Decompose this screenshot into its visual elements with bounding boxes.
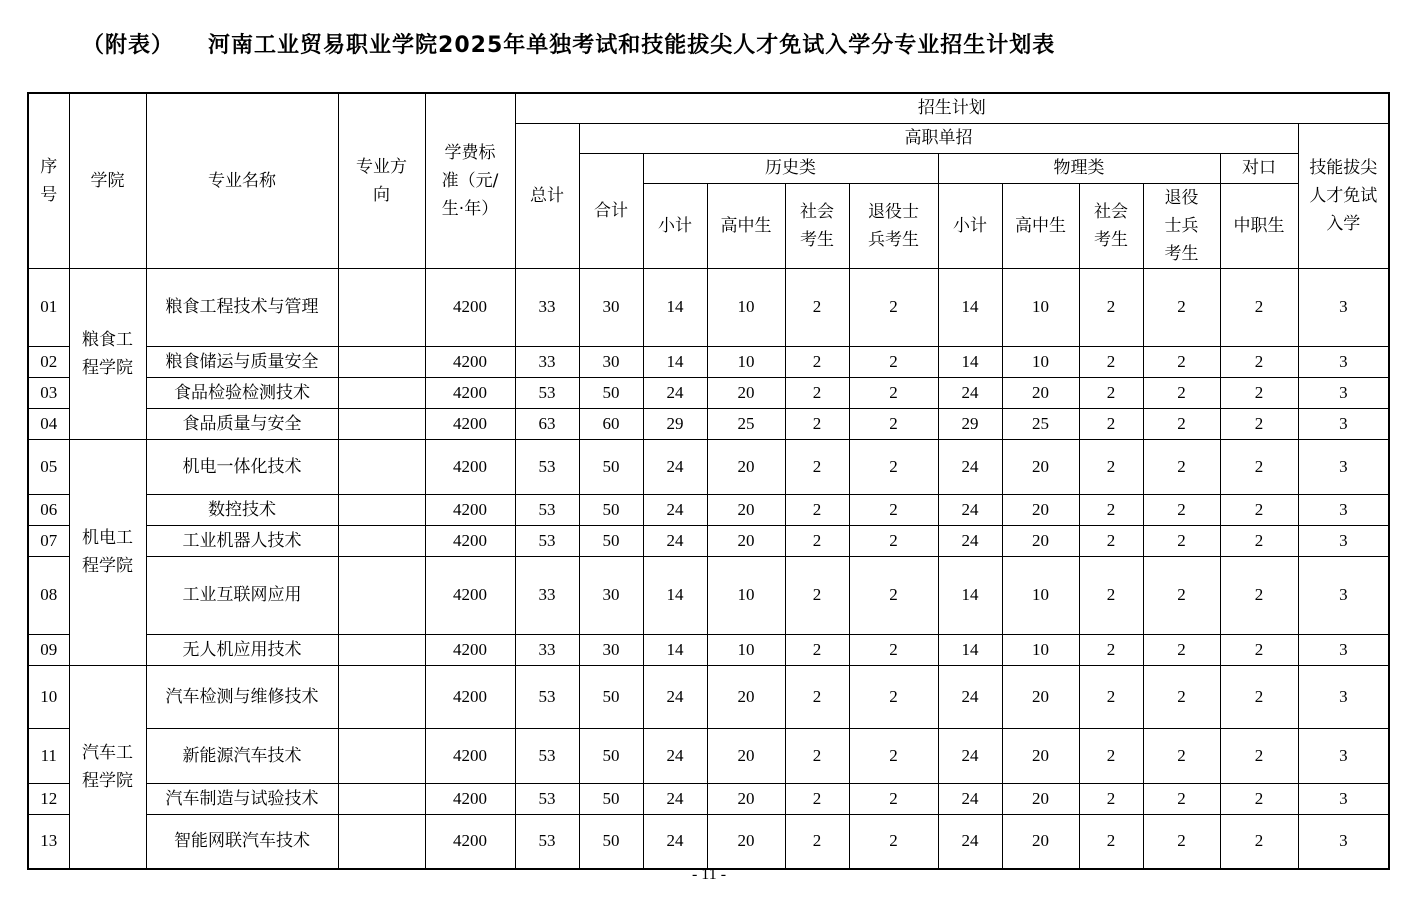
cell-h-xj: 24 <box>643 494 707 525</box>
cell-direction <box>338 268 425 346</box>
table-row <box>28 268 1389 346</box>
cell-major: 食品检验检测技术 <box>146 377 338 408</box>
cell-skill: 3 <box>1298 665 1389 728</box>
cell-seq: 10 <box>28 665 69 728</box>
cell-h-gz: 20 <box>707 728 785 783</box>
header-history-gaozhong: 高中生 <box>707 183 785 268</box>
table-row <box>28 494 1389 525</box>
cell-p-sh: 2 <box>1079 634 1143 665</box>
cell-p-sh: 2 <box>1079 268 1143 346</box>
table-row <box>28 556 1389 634</box>
cell-h-xj: 14 <box>643 634 707 665</box>
cell-major: 粮食工程技术与管理 <box>146 268 338 346</box>
cell-major: 无人机应用技术 <box>146 634 338 665</box>
cell-zz: 2 <box>1220 783 1298 814</box>
cell-h-sh: 2 <box>785 665 849 728</box>
cell-direction <box>338 556 425 634</box>
cell-skill: 3 <box>1298 728 1389 783</box>
cell-major: 新能源汽车技术 <box>146 728 338 783</box>
cell-seq: 08 <box>28 556 69 634</box>
cell-tuition: 4200 <box>425 556 515 634</box>
cell-heji: 50 <box>579 728 643 783</box>
cell-zz: 2 <box>1220 494 1298 525</box>
cell-heji: 50 <box>579 494 643 525</box>
title-prefix: （附表） <box>82 33 175 58</box>
header-physics-xiaoji: 小计 <box>938 183 1002 268</box>
cell-h-sh: 2 <box>785 268 849 346</box>
cell-heji: 50 <box>579 665 643 728</box>
cell-seq: 12 <box>28 783 69 814</box>
cell-h-gz: 20 <box>707 665 785 728</box>
header-direction: 专业方向 <box>338 93 425 268</box>
table-row <box>28 783 1389 814</box>
cell-tuition: 4200 <box>425 439 515 494</box>
cell-zz: 2 <box>1220 346 1298 377</box>
header-plan: 招生计划 <box>515 93 1389 123</box>
cell-p-sh: 2 <box>1079 814 1143 869</box>
cell-h-xj: 29 <box>643 408 707 439</box>
header-history-tuiyi: 退役士兵考生 <box>849 183 938 268</box>
cell-h-sh: 2 <box>785 439 849 494</box>
cell-heji: 30 <box>579 556 643 634</box>
table-row <box>28 346 1389 377</box>
cell-h-ty: 2 <box>849 439 938 494</box>
cell-direction <box>338 408 425 439</box>
cell-total: 53 <box>515 377 579 408</box>
table-row <box>28 377 1389 408</box>
cell-major: 机电一体化技术 <box>146 439 338 494</box>
header-seq: 序号 <box>28 93 69 268</box>
cell-total: 53 <box>515 439 579 494</box>
cell-total: 33 <box>515 634 579 665</box>
cell-major: 汽车检测与维修技术 <box>146 665 338 728</box>
table-row <box>28 728 1389 783</box>
cell-seq: 01 <box>28 268 69 346</box>
cell-p-sh: 2 <box>1079 728 1143 783</box>
cell-p-gz: 20 <box>1002 783 1079 814</box>
cell-skill: 3 <box>1298 494 1389 525</box>
cell-college: 粮食工程学院 <box>69 268 146 439</box>
cell-total: 33 <box>515 556 579 634</box>
cell-p-ty: 2 <box>1143 634 1220 665</box>
cell-skill: 3 <box>1298 408 1389 439</box>
cell-p-ty: 2 <box>1143 728 1220 783</box>
cell-direction <box>338 728 425 783</box>
cell-h-ty: 2 <box>849 556 938 634</box>
header-history: 历史类 <box>643 153 938 183</box>
cell-skill: 3 <box>1298 377 1389 408</box>
cell-p-ty: 2 <box>1143 494 1220 525</box>
cell-tuition: 4200 <box>425 494 515 525</box>
cell-total: 53 <box>515 814 579 869</box>
cell-p-xj: 29 <box>938 408 1002 439</box>
cell-h-ty: 2 <box>849 728 938 783</box>
cell-p-ty: 2 <box>1143 783 1220 814</box>
cell-p-xj: 24 <box>938 439 1002 494</box>
cell-p-gz: 20 <box>1002 525 1079 556</box>
header-college: 学院 <box>69 93 146 268</box>
cell-zz: 2 <box>1220 634 1298 665</box>
cell-seq: 04 <box>28 408 69 439</box>
title-text: 河南工业贸易职业学院2025年单独考试和技能拔尖人才免试入学分专业招生计划表 <box>208 33 1056 58</box>
cell-p-gz: 20 <box>1002 439 1079 494</box>
cell-heji: 30 <box>579 634 643 665</box>
cell-tuition: 4200 <box>425 665 515 728</box>
cell-h-gz: 20 <box>707 783 785 814</box>
cell-p-sh: 2 <box>1079 556 1143 634</box>
cell-h-xj: 24 <box>643 439 707 494</box>
cell-p-xj: 24 <box>938 783 1002 814</box>
cell-h-gz: 20 <box>707 525 785 556</box>
cell-p-gz: 25 <box>1002 408 1079 439</box>
cell-heji: 50 <box>579 783 643 814</box>
cell-h-xj: 24 <box>643 814 707 869</box>
cell-h-xj: 24 <box>643 525 707 556</box>
cell-direction <box>338 665 425 728</box>
cell-p-sh: 2 <box>1079 408 1143 439</box>
cell-h-ty: 2 <box>849 408 938 439</box>
cell-h-xj: 24 <box>643 783 707 814</box>
cell-h-gz: 10 <box>707 268 785 346</box>
cell-p-xj: 14 <box>938 556 1002 634</box>
header-physics-shehui: 社会考生 <box>1079 183 1143 268</box>
cell-major: 粮食储运与质量安全 <box>146 346 338 377</box>
cell-h-sh: 2 <box>785 728 849 783</box>
cell-seq: 06 <box>28 494 69 525</box>
cell-tuition: 4200 <box>425 814 515 869</box>
cell-skill: 3 <box>1298 268 1389 346</box>
cell-h-gz: 20 <box>707 494 785 525</box>
cell-h-xj: 14 <box>643 556 707 634</box>
cell-p-ty: 2 <box>1143 814 1220 869</box>
cell-skill: 3 <box>1298 814 1389 869</box>
table-row <box>28 525 1389 556</box>
cell-total: 53 <box>515 728 579 783</box>
header-physics-gaozhong: 高中生 <box>1002 183 1079 268</box>
cell-tuition: 4200 <box>425 728 515 783</box>
cell-h-xj: 24 <box>643 728 707 783</box>
cell-p-gz: 20 <box>1002 665 1079 728</box>
cell-p-xj: 14 <box>938 634 1002 665</box>
cell-h-ty: 2 <box>849 814 938 869</box>
header-physics: 物理类 <box>938 153 1220 183</box>
cell-heji: 30 <box>579 346 643 377</box>
cell-p-xj: 24 <box>938 814 1002 869</box>
cell-h-sh: 2 <box>785 556 849 634</box>
cell-direction <box>338 346 425 377</box>
cell-p-gz: 20 <box>1002 377 1079 408</box>
cell-heji: 50 <box>579 439 643 494</box>
cell-p-sh: 2 <box>1079 494 1143 525</box>
cell-p-xj: 24 <box>938 494 1002 525</box>
cell-h-ty: 2 <box>849 494 938 525</box>
table-row <box>28 814 1389 869</box>
cell-p-ty: 2 <box>1143 665 1220 728</box>
cell-heji: 50 <box>579 814 643 869</box>
cell-p-ty: 2 <box>1143 439 1220 494</box>
cell-major: 食品质量与安全 <box>146 408 338 439</box>
cell-h-ty: 2 <box>849 377 938 408</box>
cell-h-xj: 14 <box>643 346 707 377</box>
cell-major: 工业互联网应用 <box>146 556 338 634</box>
cell-p-gz: 20 <box>1002 494 1079 525</box>
cell-h-sh: 2 <box>785 494 849 525</box>
cell-zz: 2 <box>1220 814 1298 869</box>
cell-p-gz: 10 <box>1002 268 1079 346</box>
cell-zz: 2 <box>1220 408 1298 439</box>
cell-p-sh: 2 <box>1079 665 1143 728</box>
cell-seq: 03 <box>28 377 69 408</box>
cell-total: 53 <box>515 665 579 728</box>
cell-h-gz: 20 <box>707 814 785 869</box>
cell-heji: 60 <box>579 408 643 439</box>
cell-p-ty: 2 <box>1143 408 1220 439</box>
cell-seq: 02 <box>28 346 69 377</box>
cell-h-sh: 2 <box>785 377 849 408</box>
cell-zz: 2 <box>1220 728 1298 783</box>
cell-h-xj: 24 <box>643 665 707 728</box>
cell-h-gz: 10 <box>707 346 785 377</box>
cell-skill: 3 <box>1298 556 1389 634</box>
table-row <box>28 665 1389 728</box>
page-title <box>82 28 1055 59</box>
cell-h-ty: 2 <box>849 665 938 728</box>
header-duikou: 对口 <box>1220 153 1298 183</box>
cell-heji: 50 <box>579 525 643 556</box>
cell-tuition: 4200 <box>425 783 515 814</box>
cell-seq: 05 <box>28 439 69 494</box>
cell-h-gz: 10 <box>707 634 785 665</box>
cell-p-xj: 24 <box>938 665 1002 728</box>
cell-h-ty: 2 <box>849 634 938 665</box>
cell-total: 53 <box>515 783 579 814</box>
cell-tuition: 4200 <box>425 634 515 665</box>
cell-h-sh: 2 <box>785 408 849 439</box>
cell-h-sh: 2 <box>785 525 849 556</box>
cell-total: 63 <box>515 408 579 439</box>
cell-h-gz: 10 <box>707 556 785 634</box>
cell-college: 机电工程学院 <box>69 439 146 665</box>
cell-direction <box>338 377 425 408</box>
header-heji: 合计 <box>579 153 643 268</box>
table-row <box>28 439 1389 494</box>
cell-h-ty: 2 <box>849 346 938 377</box>
cell-p-xj: 14 <box>938 268 1002 346</box>
cell-direction <box>338 439 425 494</box>
cell-h-ty: 2 <box>849 268 938 346</box>
cell-p-sh: 2 <box>1079 783 1143 814</box>
cell-p-sh: 2 <box>1079 377 1143 408</box>
table-body <box>28 268 1389 869</box>
cell-tuition: 4200 <box>425 408 515 439</box>
cell-tuition: 4200 <box>425 377 515 408</box>
cell-seq: 07 <box>28 525 69 556</box>
cell-total: 53 <box>515 525 579 556</box>
cell-h-sh: 2 <box>785 346 849 377</box>
cell-zz: 2 <box>1220 556 1298 634</box>
cell-college: 汽车工程学院 <box>69 665 146 869</box>
cell-h-xj: 24 <box>643 377 707 408</box>
cell-zz: 2 <box>1220 525 1298 556</box>
cell-zz: 2 <box>1220 665 1298 728</box>
cell-seq: 09 <box>28 634 69 665</box>
cell-p-ty: 2 <box>1143 346 1220 377</box>
cell-h-ty: 2 <box>849 525 938 556</box>
cell-zz: 2 <box>1220 439 1298 494</box>
page-number: - 11 - <box>691 866 727 883</box>
cell-p-ty: 2 <box>1143 377 1220 408</box>
cell-p-gz: 20 <box>1002 728 1079 783</box>
cell-p-ty: 2 <box>1143 268 1220 346</box>
cell-zz: 2 <box>1220 268 1298 346</box>
cell-seq: 13 <box>28 814 69 869</box>
cell-skill: 3 <box>1298 783 1389 814</box>
cell-direction <box>338 634 425 665</box>
cell-major: 智能网联汽车技术 <box>146 814 338 869</box>
cell-p-gz: 10 <box>1002 346 1079 377</box>
cell-heji: 30 <box>579 268 643 346</box>
cell-tuition: 4200 <box>425 268 515 346</box>
cell-p-gz: 20 <box>1002 814 1079 869</box>
cell-skill: 3 <box>1298 525 1389 556</box>
cell-direction <box>338 814 425 869</box>
cell-p-xj: 14 <box>938 346 1002 377</box>
cell-direction <box>338 525 425 556</box>
cell-p-gz: 10 <box>1002 634 1079 665</box>
cell-h-gz: 20 <box>707 377 785 408</box>
header-major: 专业名称 <box>146 93 338 268</box>
cell-direction <box>338 783 425 814</box>
header-physics-tuiyi: 退役士兵考生 <box>1143 183 1220 268</box>
table-row <box>28 408 1389 439</box>
cell-h-ty: 2 <box>849 783 938 814</box>
cell-p-sh: 2 <box>1079 346 1143 377</box>
cell-p-sh: 2 <box>1079 439 1143 494</box>
cell-h-gz: 25 <box>707 408 785 439</box>
cell-tuition: 4200 <box>425 346 515 377</box>
cell-heji: 50 <box>579 377 643 408</box>
cell-tuition: 4200 <box>425 525 515 556</box>
header-gaozhi-danzhao: 高职单招 <box>579 123 1298 153</box>
header-tuition: 学费标准（元/生·年） <box>425 93 515 268</box>
cell-total: 33 <box>515 268 579 346</box>
cell-h-sh: 2 <box>785 814 849 869</box>
header-history-xiaoji: 小计 <box>643 183 707 268</box>
cell-total: 33 <box>515 346 579 377</box>
cell-h-xj: 14 <box>643 268 707 346</box>
cell-p-ty: 2 <box>1143 556 1220 634</box>
header-zhongzhi: 中职生 <box>1220 183 1298 268</box>
enrollment-plan-table <box>27 92 1390 870</box>
cell-p-gz: 10 <box>1002 556 1079 634</box>
header-history-shehui: 社会考生 <box>785 183 849 268</box>
cell-skill: 3 <box>1298 346 1389 377</box>
cell-h-sh: 2 <box>785 783 849 814</box>
cell-p-xj: 24 <box>938 377 1002 408</box>
header-skill: 技能拔尖人才免试入学 <box>1298 123 1389 268</box>
cell-direction <box>338 494 425 525</box>
cell-zz: 2 <box>1220 377 1298 408</box>
cell-major: 工业机器人技术 <box>146 525 338 556</box>
cell-major: 汽车制造与试验技术 <box>146 783 338 814</box>
cell-skill: 3 <box>1298 634 1389 665</box>
cell-h-sh: 2 <box>785 634 849 665</box>
cell-p-ty: 2 <box>1143 525 1220 556</box>
cell-total: 53 <box>515 494 579 525</box>
cell-skill: 3 <box>1298 439 1389 494</box>
cell-seq: 11 <box>28 728 69 783</box>
cell-h-gz: 20 <box>707 439 785 494</box>
cell-p-sh: 2 <box>1079 525 1143 556</box>
table-row <box>28 634 1389 665</box>
cell-p-xj: 24 <box>938 525 1002 556</box>
cell-p-xj: 24 <box>938 728 1002 783</box>
header-total: 总计 <box>515 123 579 268</box>
cell-major: 数控技术 <box>146 494 338 525</box>
